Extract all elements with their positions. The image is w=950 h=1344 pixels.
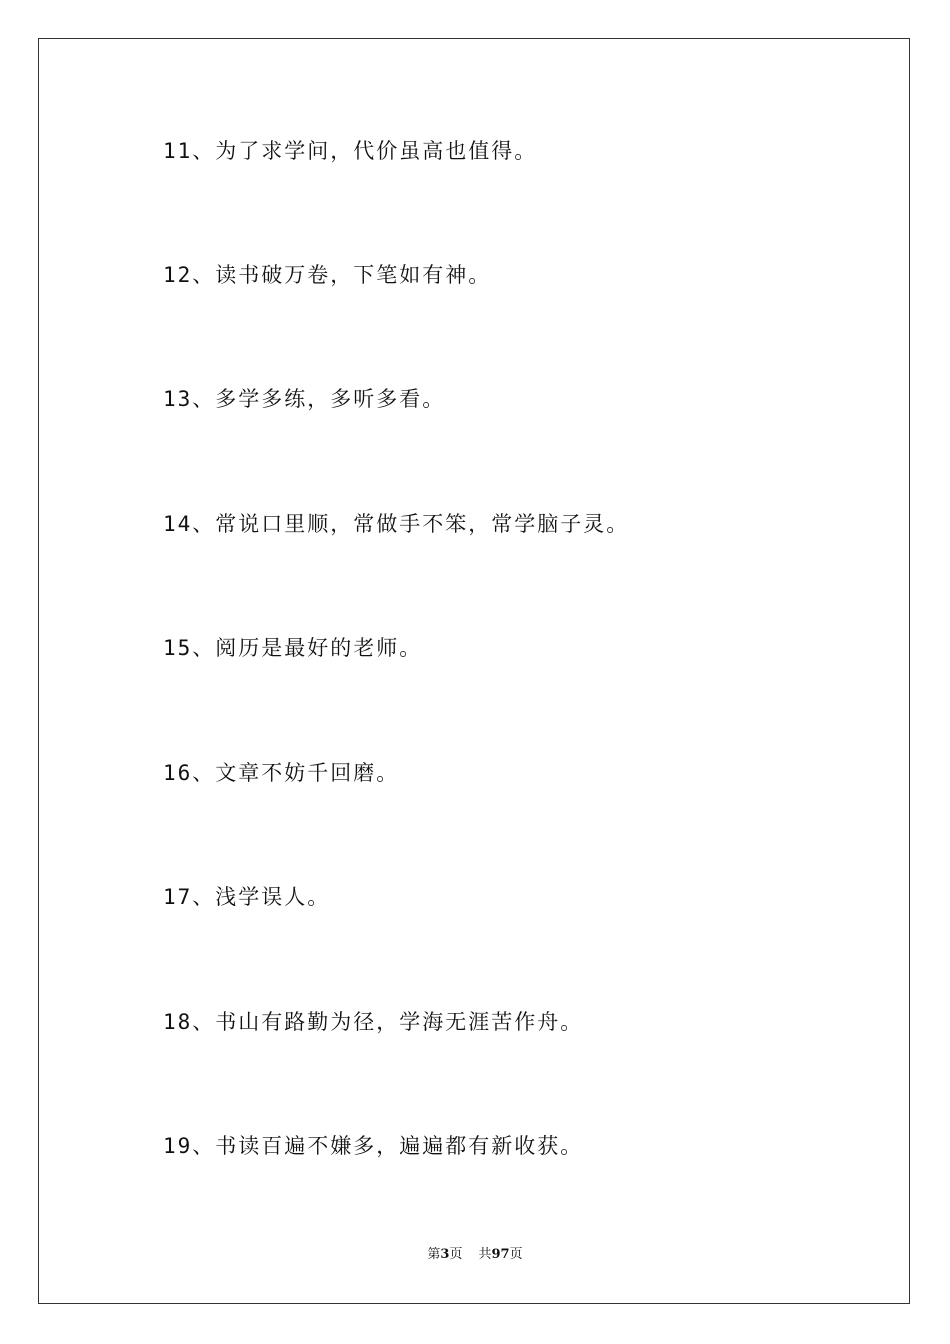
- list-item: 18、书山有路勤为径，学海无涯苦作舟。: [163, 1010, 584, 1034]
- total-suffix: 页: [509, 1247, 523, 1262]
- page-border: [38, 38, 910, 1304]
- page-prefix: 第: [427, 1247, 441, 1262]
- list-item: 16、文章不妨千回磨。: [163, 761, 400, 785]
- list-item: 19、书读百遍不嫌多，遍遍都有新收获。: [163, 1134, 584, 1158]
- list-item: 12、读书破万卷，下笔如有神。: [163, 263, 492, 287]
- list-item: 11、为了求学问，代价虽高也值得。: [163, 139, 538, 163]
- page-footer: [0, 1246, 950, 1264]
- list-item: 17、浅学误人。: [163, 885, 331, 909]
- list-item: 14、常说口里顺，常做手不笨，常学脑子灵。: [163, 512, 630, 536]
- list-item: 15、阅历是最好的老师。: [163, 636, 423, 660]
- total-prefix: 共: [478, 1247, 492, 1262]
- page-number: 3: [440, 1247, 450, 1262]
- page-suffix: 页: [449, 1247, 463, 1262]
- total-pages: 97: [491, 1247, 510, 1262]
- list-item: 13、多学多练，多听多看。: [163, 387, 446, 411]
